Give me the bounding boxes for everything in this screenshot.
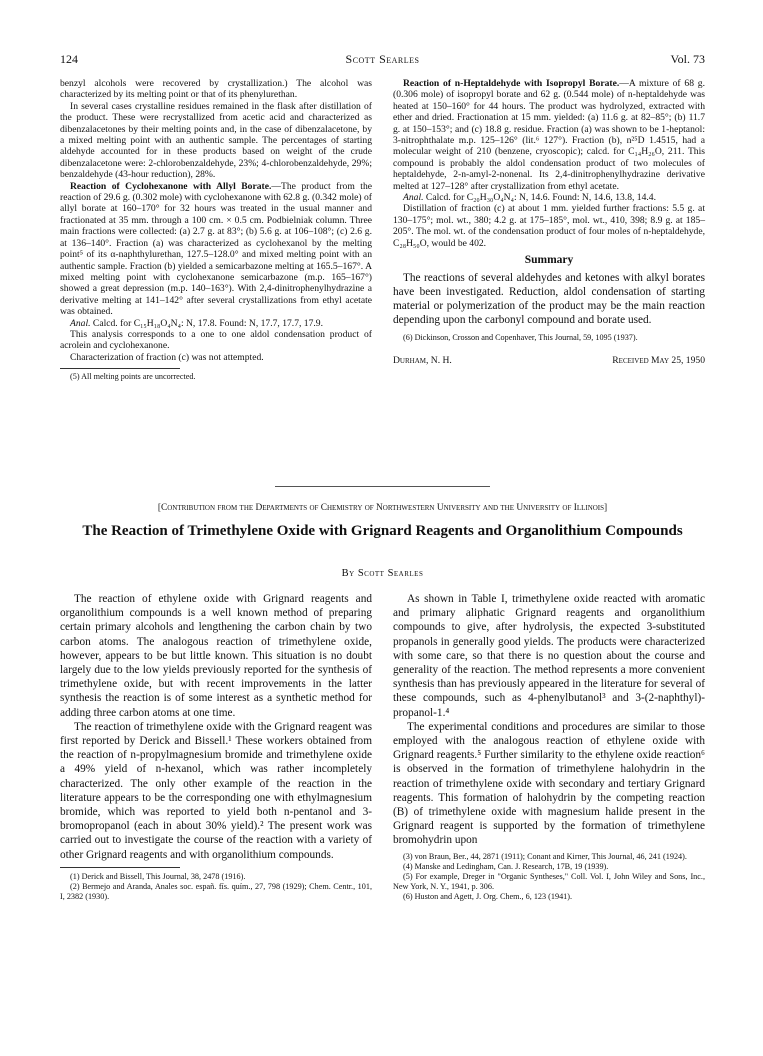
footnote: (2) Bermejo and Aranda, Anales soc. españ. fís. quím., 27, 798 (1929); Chem. Centr., 101, I, 2382 (1930). — [60, 881, 372, 901]
paragraph: Reaction of Cyclohexanone with Allyl Borate.—The product from the reaction of 29.6 g. (0.302 mole) with cyclohexanone with 62.8 g. (0.342 mole) of allyl borate at 160–170° for 32 hours was treated in the usual manner and fractionated at 35 mm. through a 100 cm. × 0.5 cm. Podbielniak column. Three main fractions were collected: (a) 2.7 g. at 83°; (b) 5.6 g. at 106–108°; (c) 2.6 g. at 136–140°. Fraction (a) was characterized as cyclohexanol by the melting point⁵ of its α-naphthylurethan, 127.5–128.0° and mixed melting point with an authentic sample. Fraction (b) yielded a semicarbazone melting at 165.5–167°. A mixed melting point with cyclohexanone semicarbazone (m.p. 165–167°) showed a great depression (m.p. 140–163°). With 2,4-dinitrophenylhydrazine a derivative melting at 141–142° after several crystallizations from ethyl acetate was obtained. — [60, 180, 372, 318]
paragraph: In several cases crystalline residues remained in the flask after distillation of the product. These were recrystallized from acetic acid and characterized as dibenzalacetones by their melting points and, in the case of dibenzalacetone, by a mixed melting point with an authentic sample. The percentages of starting aldehyde accounted for in these products based on weight of the crude dibenzalacetone were: 2-chlorobenzaldehyde, 23%; 4-chlorobenzaldehyde, 29%; benzaldehyde (43-hour reduction), 28%. — [60, 100, 372, 181]
anal-label: Anal. — [403, 192, 424, 204]
paragraph: This analysis corresponds to a one to one aldol condensation product of acrolein and cyclohexanone. — [60, 328, 372, 352]
paragraph: benzyl alcohols were recovered by crystallization.) The alcohol was characterized by its melting point or that of its phenylurethan. — [60, 78, 372, 101]
footnote-rule — [60, 867, 180, 868]
paragraph: The reaction of ethylene oxide with Grignard reagents and organolithium compounds is a well known method of preparing certain primary alcohols and lengthening the carbon chain by two carbon atoms. The analogous reaction of trimethylene oxide, however, appears to be but little known. This situation is no doubt largely due to the low yields previously reported for the synthesis of trimethylene oxide, but with recent improvements in the latter synthesis the reaction is of some interest as a synthetic method for adding three carbon atoms at one time. — [60, 593, 372, 719]
paragraph: Reaction of n-Heptaldehyde with Isopropyl Borate.—A mixture of 68 g. (0.306 mole) of isopropyl borate and 62 g. (0.544 mole) of n-heptaldehyde was heated at 150–160° for 44 hours. The product was hydrolyzed, extracted with ether and dried. Fractionation at 15 mm. yielded: (a) 11.6 g. at 82–85°; (b) 11.7 g. at 150–153°; and (c) 18.8 g. residue. Fraction (a) was shown to be 1-heptanol: 3-nitrophthalate m.p. 125–126° (lit.⁶ 127°). Fraction (b), n²⁵D 1.4515, had a molecular weight of 210 (benzene, cryoscopic); calcd. for C₁₄H₂₆O, 211. This compound is probably the aldol condensation product of two molecules of heptaldehyde, 2-n-amyl-2-nonenal. Its 2,4-dinitrophenylhydrazine derivative melted at 127–128° after crystallization from ethyl acetate. — [393, 78, 705, 192]
footnote: (5) All melting points are uncorrected. — [70, 372, 196, 382]
running-header — [60, 52, 705, 72]
paragraph: Distillation of fraction (c) at about 1 mm. yielded further fractions: 5.5 g. at 130–175°; mol. wt., 380; 4.2 g. at 175–185°, mol. wt., 410, 398; 8.9 g. at 185–205°. The mol. wt. of the condensation product of four moles of n-heptaldehyde, C₂₈H₅₀O, would be 402. — [393, 203, 705, 249]
volume-label: Vol. 73 — [670, 52, 705, 66]
summary: The reactions of several aldehydes and ketones with alkyl borates have been investigated. Reduction, aldol condensation of starting material or polymerization of the product may be the main reaction depending upon the carbonyl compound and borate used. — [393, 271, 705, 326]
anal-label: Anal. — [70, 317, 91, 329]
left-bottom-column — [60, 592, 372, 902]
page-number: 124 — [60, 52, 78, 66]
paragraph: The experimental conditions and procedures are similar to those employed with the analogous reaction of ethylene oxide with Grignard reagents.⁵ Further similarity to the ethylene oxide reaction⁶ is observed in the formation of trimethylene halohydrin in the reaction of trimethylene oxide with secondary and tertiary Grignard reagents. This formation of halohydrin by the competing reaction (B) of trimethylene oxide with magnesium halide present in the Grignard reagent is supported by the formation of trimethylene bromohydrin upon — [393, 720, 705, 847]
right-bottom-column — [393, 592, 705, 902]
paragraph: The reaction of trimethylene oxide with the Grignard reagent was first reported by Derick and Bissell.¹ These workers obtained from the reaction of n-propylmagnesium bromide and trimethylene oxide a 49% yield of n-hexanol, which was rather incompletely characterized. The only other example of the reaction in the literature appears to be the corresponding one with ethylmagnesium bromide, which was reported to yield both n-pentanol and 3-bromopropanol (each in about 30% yield).² The present work was carried out to investigate the course of the reaction with a variety of other Grignard reagents and with organolithium compounds. — [60, 720, 372, 861]
footnote: (4) Manske and Ledingham, Can. J. Research, 17B, 19 (1939). — [403, 861, 609, 871]
right-top-column — [393, 78, 705, 366]
footnote: (6) Huston and Agett, J. Org. Chem., 6, 123 (1941). — [403, 891, 573, 901]
byline: By Scott Searles — [341, 568, 424, 579]
journal-page — [60, 52, 705, 1042]
footnote: (5) For example, Dreger in "Organic Syntheses," Coll. Vol. I, John Wiley and Sons, Inc., New York, N. Y., 1941, p. 306. — [393, 871, 705, 891]
left-top-column — [60, 78, 372, 382]
running-author: Scott Searles — [345, 52, 420, 66]
footnote: (6) Dickinson, Crosson and Copenhaver, This Journal, 59, 1095 (1937). — [403, 332, 638, 342]
summary-heading: Summary — [524, 254, 574, 267]
section-heading: Reaction of n-Heptaldehyde with Isopropyl Borate. — [403, 78, 620, 89]
paragraph: Characterization of fraction (c) was not attempted. — [70, 351, 264, 363]
footnotes — [393, 852, 705, 902]
article-title: The Reaction of Trimethylene Oxide with Grignard Reagents and Organolithium Compounds — [82, 523, 683, 539]
paragraph: Anal. Calcd. for C₂₀H₃₀O₄N₄: N, 14.6. Found: N, 14.6, 13.8, 14.4. — [403, 192, 656, 204]
footnote: (1) Derick and Bissell, This Journal, 38, 2478 (1916). — [70, 871, 246, 881]
contribution-line: [Contribution from the Departments of Chemistry of Northwestern University and the University of Illinois] — [157, 503, 608, 513]
footnote: (3) von Braun, Ber., 44, 2871 (1911); Conant and Kirner, This Journal, 46, 241 (1924). — [403, 851, 687, 861]
article-separator — [275, 486, 490, 487]
place: Durham, N. H. — [393, 354, 452, 366]
section-heading: Reaction of Cyclohexanone with Allyl Borate. — [70, 180, 272, 192]
footnotes — [60, 872, 372, 902]
footnote-rule — [60, 368, 180, 369]
signature-line — [393, 355, 705, 366]
received-date: Received May 25, 1950 — [612, 354, 705, 366]
paragraph: As shown in Table I, trimethylene oxide reacted with aromatic and primary aliphatic Grignard reagents and organolithium compounds to give, after hydrolysis, the expected 3-substituted propanols in generally good yields. The products were characterized with some care, so that there is no question about the course and generality of the reaction. The method represents a more convenient synthesis than has previously appeared in the literature for several of these compounds, such as 4-phenylbutanol³ and 3-(2-naphthyl)-propanol-1.⁴ — [393, 593, 705, 719]
paragraph: Anal. Calcd. for C₁₅H₁₈O₄N₄: N, 17.8. Found: N, 17.7, 17.7, 17.9. — [70, 317, 323, 329]
